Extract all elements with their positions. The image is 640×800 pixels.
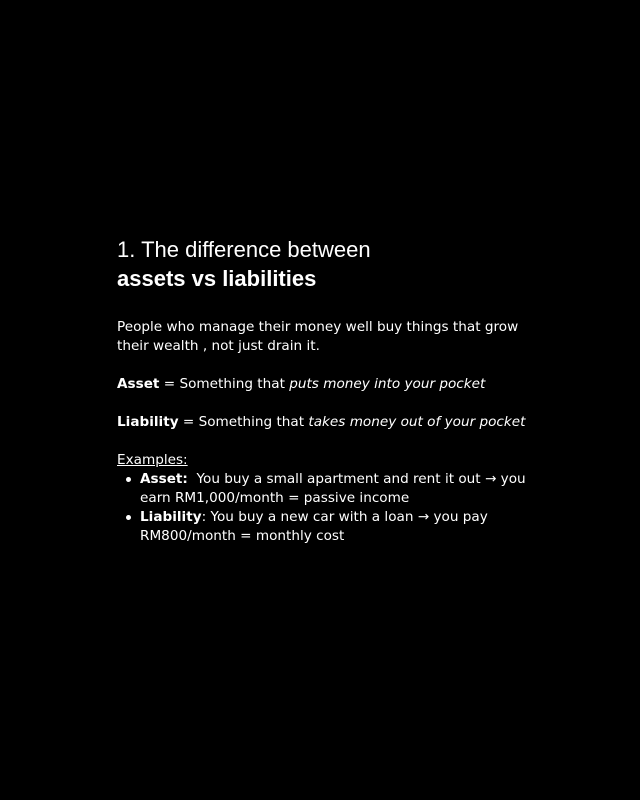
asset-equals: = Something that [159, 376, 290, 392]
content-block [117, 236, 617, 546]
examples-list [117, 470, 617, 546]
list-item [117, 508, 617, 546]
example-term: Asset: [140, 471, 188, 487]
example-term: Liability [140, 509, 202, 525]
bullet-icon [126, 477, 131, 482]
example-text-line-1: : You buy a new car with a loan → you pay [201, 509, 488, 525]
examples-label: Examples: [117, 452, 188, 468]
example-text-line-2: RM800/month = monthly cost [140, 528, 345, 544]
heading-line-2: assets vs liabilities [117, 266, 317, 291]
list-item [117, 470, 617, 508]
liability-term: Liability [117, 414, 179, 430]
asset-definition [117, 375, 617, 394]
bullet-icon [126, 515, 131, 520]
asset-term: Asset [117, 376, 160, 392]
asset-meaning: puts money into your pocket [289, 376, 486, 392]
intro-line-2: their wealth , not just drain it. [117, 338, 320, 354]
intro-line-1: People who manage their money well buy things that grow [117, 319, 519, 335]
example-text-line-2: earn RM1,000/month = passive income [140, 490, 410, 506]
liability-equals: = Something that [178, 414, 309, 430]
liability-meaning: takes money out of your pocket [308, 414, 526, 430]
example-text-line-1: You buy a small apartment and rent it out → you [187, 471, 526, 487]
heading-line-1: 1. The difference between [117, 237, 371, 262]
intro-paragraph [117, 318, 617, 356]
liability-definition [117, 413, 617, 432]
